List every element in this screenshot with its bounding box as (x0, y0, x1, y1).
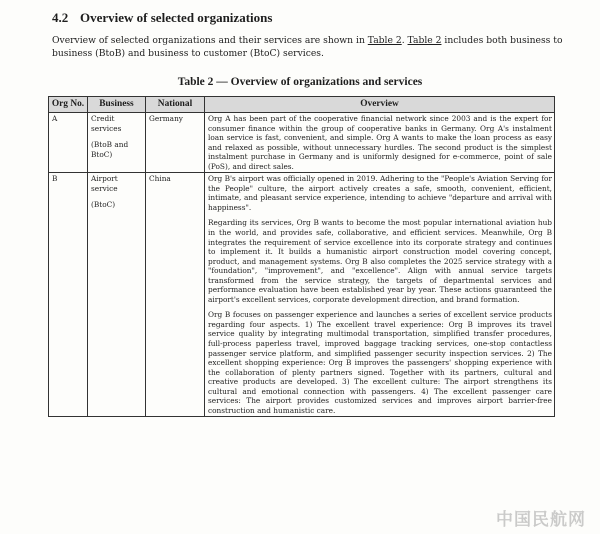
intro-paragraph (52, 34, 572, 60)
column-header-overview: Overview (205, 97, 555, 113)
table-row (49, 173, 555, 417)
organizations-table (48, 96, 555, 417)
org-no-cell: B (49, 173, 88, 417)
section-title: Overview of selected organizations (80, 10, 273, 25)
org-no-cell: A (49, 113, 88, 173)
overview-paragraph: Org A has been part of the cooperative financial network since 2003 and is the expert for consumer finance within the group of cooperative banks in Germany. Org A's instalment loan service is fast, convenient, and simple. Org A wants to make the loan process as easy and relaxed as possible, without unnecessary hurdles. The second product is the simplest instalment purchase in Germany and is uniformly designed for e-commerce, point of sale (PoS), and direct sales. (208, 114, 552, 171)
business-type: (BtoC) (91, 200, 116, 210)
business-type: (BtoB and BtoC) (91, 140, 129, 159)
table-2-link[interactable]: Table 2 (367, 35, 402, 46)
overview-cell (205, 173, 555, 417)
column-header-business: Business (88, 97, 146, 113)
intro-text: includes both business to business (BtoB) and business to customer (BtoC) services. (52, 35, 563, 59)
national-cell: China (146, 173, 205, 417)
national-cell: Germany (146, 113, 205, 173)
overview-paragraph: Org B's airport was officially opened in 2019. Adhering to the "People's Aviation Serving for the People" culture, the airport actively creates a safe, smooth, convenient, efficient, intimate, and pleasant service experience, intending to achieve "departure and arrival with happiness". (208, 174, 552, 212)
intro-text: Overview of selected organizations and their services are shown in (52, 35, 368, 46)
column-header-org-no: Org No. (49, 97, 88, 113)
overview-paragraph: Regarding its services, Org B wants to become the most popular international aviation hub in the world, and provides safe, collaborative, and efficient services. Meanwhile, Org B integrates the requirement of service excellence into its corporate strategy and continues to implement it. It builds a humanistic airport construction model covering concept, product, and management systems. Org B also completes the 2025 service strategy with a "foundation", "improvement", and "excellence". Align with annual service targets transformed from the service strategy, the targets of departmental services and performance evaluation have been established year by year. These actions guaranteed the airport's excellent services, corporate development direction, and brand formation. (208, 218, 552, 304)
column-header-national: National (146, 97, 205, 113)
overview-paragraph: Org B focuses on passenger experience and launches a series of excellent service products regarding four aspects. 1) The excellent travel experience: Org B improves its travel service quality by integrating multimodal transportation, simplified transfer procedures, full-process paperless travel, improved baggage tracking services, one-stop contactless passenger service platform, and simplified passenger security inspection services. 2) The excellent shopping experience: Org B improves the passengers' shopping experience with the collaboration of plenty partners signed. Together with its partners, cultural and creative products are developed. 3) The excellent culture: The airport strengthens its cultural and emotional connection with passengers. 4) The excellent passenger care services: The airport provides customized services and improves airport barrier-free construction and humanistic care. (208, 310, 552, 415)
overview-cell (205, 113, 555, 173)
section-number: 4.2 (52, 10, 69, 25)
intro-text: . (401, 35, 408, 46)
business-cell (88, 113, 146, 173)
table-header-row (49, 97, 555, 113)
site-watermark: 中国民航网 (496, 510, 586, 530)
table-2-link[interactable]: Table 2 (407, 35, 442, 46)
business-name: Credit services (91, 114, 122, 133)
table-caption: Table 2 — Overview of organizations and services (177, 76, 423, 88)
table-row (49, 113, 555, 173)
section-heading (52, 10, 272, 26)
business-cell (88, 173, 146, 417)
business-name: Airport service (91, 174, 118, 193)
